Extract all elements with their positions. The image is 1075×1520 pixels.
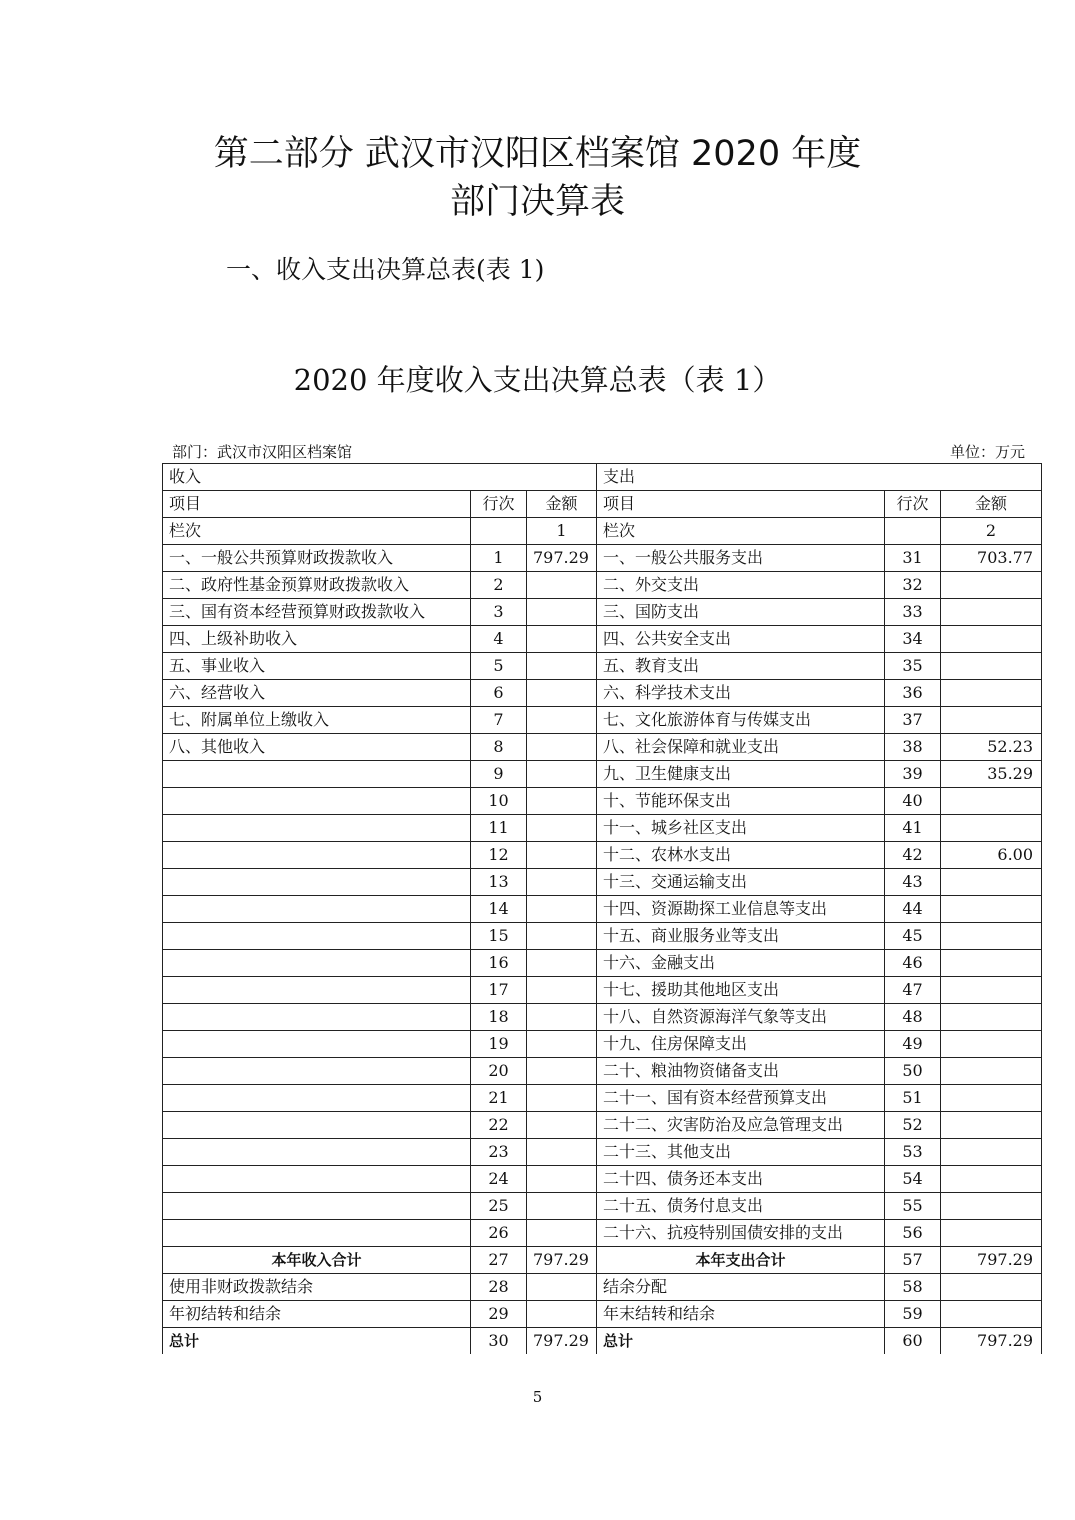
income-amount <box>527 869 597 896</box>
expense-amount <box>941 626 1042 653</box>
income-item: 总计 <box>163 1328 471 1355</box>
expense-amount: 703.77 <box>941 545 1042 572</box>
income-item: 一、一般公共预算财政拨款收入 <box>163 545 471 572</box>
header-row-columns <box>163 491 1042 518</box>
expense-row-no: 33 <box>885 599 941 626</box>
expense-item: 二十、粮油物资储备支出 <box>597 1058 885 1085</box>
page-title-line1: 第二部分 武汉市汉阳区档案馆 2020 年度 <box>213 134 862 174</box>
income-item: 六、经营收入 <box>163 680 471 707</box>
expense-row-no: 50 <box>885 1058 941 1085</box>
expense-amount <box>941 1031 1042 1058</box>
expense-column-empty <box>885 518 941 545</box>
expense-amount <box>941 653 1042 680</box>
income-row-no: 8 <box>471 734 527 761</box>
income-amount <box>527 1139 597 1166</box>
income-amount <box>527 1193 597 1220</box>
expense-item: 结余分配 <box>597 1274 885 1301</box>
income-expense-table <box>162 463 1042 1354</box>
income-amount <box>527 842 597 869</box>
income-amount: 797.29 <box>527 1247 597 1274</box>
income-row-no: 18 <box>471 1004 527 1031</box>
income-amount <box>527 1085 597 1112</box>
expense-amount <box>941 1112 1042 1139</box>
header-row-column-numbers <box>163 518 1042 545</box>
expense-item: 十一、城乡社区支出 <box>597 815 885 842</box>
expense-item: 二十四、债务还本支出 <box>597 1166 885 1193</box>
income-item: 八、其他收入 <box>163 734 471 761</box>
income-amount-header: 金额 <box>527 491 597 518</box>
income-item <box>163 815 471 842</box>
income-item <box>163 1193 471 1220</box>
income-amount <box>527 977 597 1004</box>
expense-item: 十六、金融支出 <box>597 950 885 977</box>
expense-amount <box>941 1220 1042 1247</box>
expense-amount <box>941 707 1042 734</box>
expense-item: 二十五、债务付息支出 <box>597 1193 885 1220</box>
income-column-number: 1 <box>527 518 597 545</box>
income-item: 七、附属单位上缴收入 <box>163 707 471 734</box>
income-amount <box>527 1301 597 1328</box>
expense-item: 本年支出合计 <box>597 1247 885 1274</box>
expense-row-no: 57 <box>885 1247 941 1274</box>
expense-row-no: 39 <box>885 761 941 788</box>
income-column-label: 栏次 <box>163 518 471 545</box>
table-row <box>163 896 1042 923</box>
expense-column-number: 2 <box>941 518 1042 545</box>
income-row-no: 21 <box>471 1085 527 1112</box>
income-amount <box>527 1166 597 1193</box>
income-row-no: 20 <box>471 1058 527 1085</box>
expense-row-no: 49 <box>885 1031 941 1058</box>
income-amount <box>527 788 597 815</box>
table-row <box>163 761 1042 788</box>
header-row-sections <box>163 464 1042 491</box>
income-item <box>163 1139 471 1166</box>
income-row-no: 24 <box>471 1166 527 1193</box>
income-row-no: 9 <box>471 761 527 788</box>
table-row <box>163 599 1042 626</box>
table-row <box>163 950 1042 977</box>
expense-amount: 35.29 <box>941 761 1042 788</box>
expense-amount <box>941 923 1042 950</box>
income-row-no: 25 <box>471 1193 527 1220</box>
income-amount <box>527 1220 597 1247</box>
expense-item: 四、公共安全支出 <box>597 626 885 653</box>
income-item <box>163 869 471 896</box>
income-amount <box>527 680 597 707</box>
expense-item: 总计 <box>597 1328 885 1355</box>
expense-item: 十九、住房保障支出 <box>597 1031 885 1058</box>
income-amount <box>527 815 597 842</box>
expense-item-header: 项目 <box>597 491 885 518</box>
page-number: 5 <box>532 1388 543 1406</box>
expense-amount: 797.29 <box>941 1247 1042 1274</box>
table-row <box>163 1166 1042 1193</box>
expense-amount: 6.00 <box>941 842 1042 869</box>
expense-amount <box>941 1166 1042 1193</box>
income-item <box>163 1112 471 1139</box>
income-row-no: 13 <box>471 869 527 896</box>
income-item: 年初结转和结余 <box>163 1301 471 1328</box>
page-title-line2: 部门决算表 <box>449 182 625 222</box>
expense-column-label: 栏次 <box>597 518 885 545</box>
expense-item: 二、外交支出 <box>597 572 885 599</box>
expense-amount-header: 金额 <box>941 491 1042 518</box>
income-row-no: 19 <box>471 1031 527 1058</box>
department-label: 部门：武汉市汉阳区档案馆 <box>172 443 353 461</box>
expense-row-no: 42 <box>885 842 941 869</box>
expense-row-no: 48 <box>885 1004 941 1031</box>
expense-amount <box>941 599 1042 626</box>
table-row <box>163 1220 1042 1247</box>
expense-row-no: 58 <box>885 1274 941 1301</box>
expense-item: 十三、交通运输支出 <box>597 869 885 896</box>
expense-amount: 797.29 <box>941 1328 1042 1355</box>
income-amount <box>527 1058 597 1085</box>
table-row <box>163 1058 1042 1085</box>
income-row-no: 17 <box>471 977 527 1004</box>
income-amount <box>527 950 597 977</box>
table-row <box>163 707 1042 734</box>
expense-row-no: 52 <box>885 1112 941 1139</box>
income-amount <box>527 1004 597 1031</box>
expense-row-no: 56 <box>885 1220 941 1247</box>
income-amount: 797.29 <box>527 1328 597 1355</box>
expense-amount <box>941 1193 1042 1220</box>
income-amount <box>527 572 597 599</box>
expense-row-no: 47 <box>885 977 941 1004</box>
income-row-no: 11 <box>471 815 527 842</box>
income-row-no: 16 <box>471 950 527 977</box>
income-row-no: 3 <box>471 599 527 626</box>
income-amount: 797.29 <box>527 545 597 572</box>
table-row <box>163 626 1042 653</box>
table-row <box>163 1139 1042 1166</box>
expense-amount <box>941 1139 1042 1166</box>
expense-row-no: 34 <box>885 626 941 653</box>
income-row-no: 22 <box>471 1112 527 1139</box>
expense-row-no: 51 <box>885 1085 941 1112</box>
income-column-empty <box>471 518 527 545</box>
table-title: 2020 年度收入支出决算总表（表 1） <box>293 363 782 397</box>
income-row-no: 6 <box>471 680 527 707</box>
expense-amount <box>941 815 1042 842</box>
income-amount <box>527 1274 597 1301</box>
income-amount <box>527 653 597 680</box>
table-row <box>163 1031 1042 1058</box>
subtotal-row <box>163 1247 1042 1274</box>
income-item: 二、政府性基金预算财政拨款收入 <box>163 572 471 599</box>
expense-amount <box>941 1058 1042 1085</box>
expense-amount <box>941 869 1042 896</box>
income-item <box>163 896 471 923</box>
expense-item: 三、国防支出 <box>597 599 885 626</box>
expense-item: 十五、商业服务业等支出 <box>597 923 885 950</box>
expense-amount <box>941 1085 1042 1112</box>
expense-item: 一、一般公共服务支出 <box>597 545 885 572</box>
expense-amount <box>941 896 1042 923</box>
income-amount <box>527 626 597 653</box>
expense-amount <box>941 680 1042 707</box>
income-row-no: 12 <box>471 842 527 869</box>
expense-row-no: 40 <box>885 788 941 815</box>
income-row-no: 26 <box>471 1220 527 1247</box>
table-row <box>163 572 1042 599</box>
expense-row-no: 32 <box>885 572 941 599</box>
expense-row-no: 46 <box>885 950 941 977</box>
total-row <box>163 1328 1042 1355</box>
section-subtitle: 一、收入支出决算总表(表 1) <box>226 255 545 284</box>
expense-amount <box>941 977 1042 1004</box>
income-item <box>163 1031 471 1058</box>
income-item <box>163 1058 471 1085</box>
income-row-no: 28 <box>471 1274 527 1301</box>
expense-amount <box>941 1301 1042 1328</box>
income-header: 收入 <box>163 464 597 491</box>
expense-row-no: 38 <box>885 734 941 761</box>
expense-item: 九、卫生健康支出 <box>597 761 885 788</box>
income-item <box>163 761 471 788</box>
income-item: 五、事业收入 <box>163 653 471 680</box>
expense-row-no: 59 <box>885 1301 941 1328</box>
income-item-header: 项目 <box>163 491 471 518</box>
expense-item: 五、教育支出 <box>597 653 885 680</box>
expense-amount <box>941 788 1042 815</box>
table-row <box>163 1085 1042 1112</box>
expense-item: 十二、农林水支出 <box>597 842 885 869</box>
expense-row-no: 60 <box>885 1328 941 1355</box>
expense-row-no: 44 <box>885 896 941 923</box>
expense-row-no: 35 <box>885 653 941 680</box>
income-item: 本年收入合计 <box>163 1247 471 1274</box>
income-item: 四、上级补助收入 <box>163 626 471 653</box>
income-item <box>163 1004 471 1031</box>
income-rowno-header: 行次 <box>471 491 527 518</box>
expense-amount <box>941 572 1042 599</box>
expense-item: 七、文化旅游体育与传媒支出 <box>597 707 885 734</box>
table-row <box>163 923 1042 950</box>
income-row-no: 14 <box>471 896 527 923</box>
income-row-no: 1 <box>471 545 527 572</box>
table-row <box>163 977 1042 1004</box>
unit-label: 单位：万元 <box>950 443 1026 461</box>
expense-item: 六、科学技术支出 <box>597 680 885 707</box>
table-row <box>163 815 1042 842</box>
expense-item: 十七、援助其他地区支出 <box>597 977 885 1004</box>
expense-row-no: 45 <box>885 923 941 950</box>
income-item <box>163 788 471 815</box>
expense-amount <box>941 1004 1042 1031</box>
income-row-no: 7 <box>471 707 527 734</box>
income-item <box>163 977 471 1004</box>
expense-item: 二十三、其他支出 <box>597 1139 885 1166</box>
table-row <box>163 842 1042 869</box>
table-row <box>163 1301 1042 1328</box>
expense-rowno-header: 行次 <box>885 491 941 518</box>
income-row-no: 4 <box>471 626 527 653</box>
income-item <box>163 842 471 869</box>
expense-row-no: 53 <box>885 1139 941 1166</box>
income-item: 使用非财政拨款结余 <box>163 1274 471 1301</box>
expense-item: 十八、自然资源海洋气象等支出 <box>597 1004 885 1031</box>
expense-item: 年末结转和结余 <box>597 1301 885 1328</box>
income-row-no: 10 <box>471 788 527 815</box>
income-item: 三、国有资本经营预算财政拨款收入 <box>163 599 471 626</box>
expense-item: 十四、资源勘探工业信息等支出 <box>597 896 885 923</box>
expense-amount <box>941 950 1042 977</box>
expense-row-no: 43 <box>885 869 941 896</box>
income-amount <box>527 761 597 788</box>
expense-item: 十、节能环保支出 <box>597 788 885 815</box>
expense-amount <box>941 1274 1042 1301</box>
table-row <box>163 1274 1042 1301</box>
income-row-no: 23 <box>471 1139 527 1166</box>
income-row-no: 30 <box>471 1328 527 1355</box>
table-row <box>163 788 1042 815</box>
table-row <box>163 1193 1042 1220</box>
table-row <box>163 680 1042 707</box>
expense-item: 二十二、灾害防治及应急管理支出 <box>597 1112 885 1139</box>
income-row-no: 5 <box>471 653 527 680</box>
income-amount <box>527 734 597 761</box>
expense-item: 二十六、抗疫特别国债安排的支出 <box>597 1220 885 1247</box>
income-row-no: 27 <box>471 1247 527 1274</box>
table-row <box>163 734 1042 761</box>
expense-amount: 52.23 <box>941 734 1042 761</box>
income-item <box>163 1166 471 1193</box>
income-amount <box>527 923 597 950</box>
expense-row-no: 41 <box>885 815 941 842</box>
income-row-no: 29 <box>471 1301 527 1328</box>
table-row <box>163 1112 1042 1139</box>
expense-item: 二十一、国有资本经营预算支出 <box>597 1085 885 1112</box>
income-item <box>163 923 471 950</box>
table-row <box>163 869 1042 896</box>
income-row-no: 15 <box>471 923 527 950</box>
table-row <box>163 1004 1042 1031</box>
expense-row-no: 54 <box>885 1166 941 1193</box>
income-item <box>163 950 471 977</box>
income-item <box>163 1085 471 1112</box>
income-amount <box>527 896 597 923</box>
income-amount <box>527 599 597 626</box>
income-amount <box>527 1031 597 1058</box>
expense-row-no: 55 <box>885 1193 941 1220</box>
income-amount <box>527 1112 597 1139</box>
income-row-no: 2 <box>471 572 527 599</box>
table-row <box>163 653 1042 680</box>
income-item <box>163 1220 471 1247</box>
expense-header: 支出 <box>597 464 1042 491</box>
expense-row-no: 31 <box>885 545 941 572</box>
expense-row-no: 37 <box>885 707 941 734</box>
expense-row-no: 36 <box>885 680 941 707</box>
table-row <box>163 545 1042 572</box>
income-amount <box>527 707 597 734</box>
expense-item: 八、社会保障和就业支出 <box>597 734 885 761</box>
